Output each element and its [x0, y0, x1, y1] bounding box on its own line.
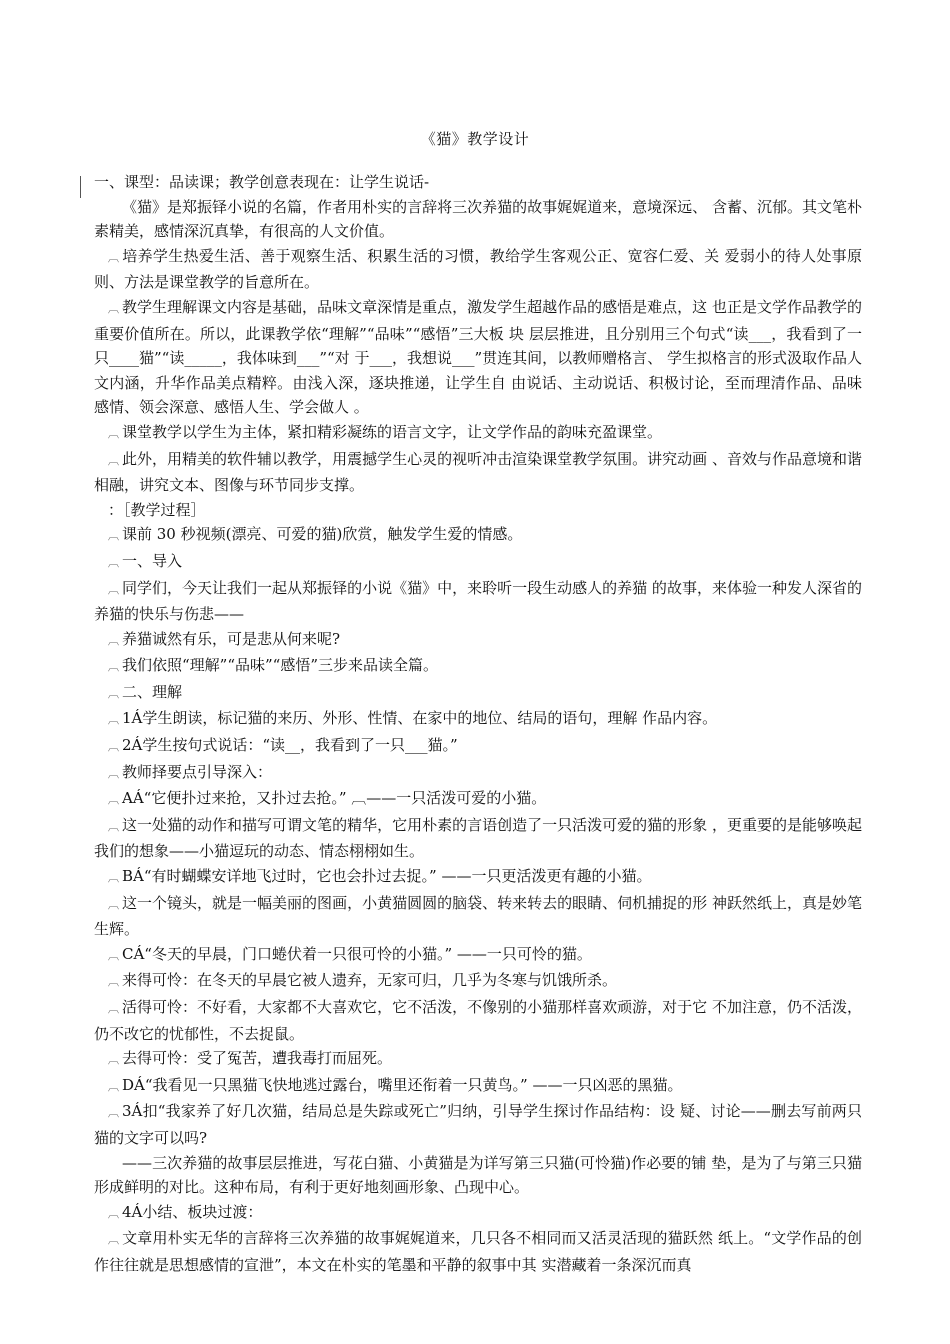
step-3-answer: ——三次养猫的故事层层推进，写花白猫、小黄猫是为详写第三只猫(可怜猫)作必要的铺 垫，是为了与第三只猫形成鲜明的对比。这种布局，有利于更好地刻画形象、凸现中心。 — [94, 1153, 862, 1197]
paragraph-marker: ︹ — [108, 426, 119, 440]
paragraph-marker: ︹ — [108, 948, 119, 962]
paragraph-marker: ︹ — [108, 555, 119, 569]
point-b: ︹ BÁ“有时蝴蝶安详地飞过时，它也会扑过去捉。” ——一只更活泼更有趣的小猫。 — [94, 864, 862, 891]
paragraph-guide: ︹ 教师择要点引导深入： — [94, 760, 862, 787]
paragraph-course-type: 一、课型：品读课；教学创意表现在：让学生说话- — [94, 173, 430, 191]
paragraph-marker: ︹ — [108, 1053, 119, 1067]
paragraph-marker: ︹ — [108, 453, 119, 467]
paragraph-marker: ︹ — [108, 250, 119, 264]
paragraph-marker: ︹ — [108, 660, 119, 674]
paragraph-software: ︹ 此外，用精美的软件辅以教学，用震撼学生心灵的视听冲击渲染课堂教学氛围。讲究动画 、音效与作品意境和谐相融，讲究文本、图像与环节同步支撑。 — [94, 449, 862, 495]
point-b-comment: ︹ 这一个镜头，就是一幅美丽的图画，小黄猫圆圆的脑袋、转来转去的眼睛、伺机捕捉的形 神跃然纸上，真是妙笔生辉。 — [94, 893, 862, 939]
margin-change-bar — [80, 176, 81, 198]
section-heading-process: ：［教学过程］ — [108, 500, 206, 519]
document-title: 《猫》教学设计 — [420, 130, 530, 148]
paragraph-marker: ︹ — [108, 582, 119, 596]
paragraph-marker: ︹ — [108, 871, 119, 885]
paragraph-marker: ︹ — [108, 633, 119, 647]
step-4-text: ︹ 文章用朴实无华的言辞将三次养猫的故事娓娓道来，几只各不相同而又活灵活现的猫跃然 纸上。“文学作品的创作往往就是思想感情的宣泄”，本文在朴实的笔墨和平静的叙事中其 实潜藏着一条深沉而真 — [94, 1229, 862, 1274]
section-heading-intro: ︹ 一、导入 — [94, 549, 862, 576]
paragraph-marker: ︹ — [108, 529, 119, 543]
section-heading-understand: ︹ 二、理解 — [94, 680, 862, 707]
paragraph-marker: ︹ — [108, 740, 119, 754]
point-d: ︹ DÁ“我看见一只黑猫飞快地逃过露台，嘴里还衔着一只黄鸟。” ——一只凶恶的黑猫。 — [94, 1073, 862, 1100]
paragraph-classroom: ︹ 课堂教学以学生为主体，紧扣精彩凝练的语言文字，让文学作品的韵味充盈课堂。 — [94, 420, 862, 447]
paragraph-marker: ︹ — [108, 897, 119, 911]
point-a-comment: ︹ 这一处猫的动作和描写可谓文笔的精华，它用朴素的言语创造了一只活泼可爱的猫的形象 ，更重要的是能够唤起我们的想象——小猫逗玩的动态、情态栩栩如生。 — [94, 815, 862, 861]
paragraph-marker: ︹ — [108, 819, 119, 833]
step-2: ︹ 2Á学生按句式说话：“读__，我看到了一只___猫。” — [94, 733, 862, 760]
paragraph-marker: ︹ — [108, 1002, 119, 1015]
step-1: ︹ 1Á学生朗读，标记猫的来历、外形、性情、在家中的地位、结局的语句，理解 作品内容。 — [94, 706, 862, 733]
paragraph-marker: ︹ — [108, 1233, 119, 1247]
point-c: ︹ CÁ“冬天的早晨，门口蜷伏着一只很可怜的小猫。” ——一只可怜的猫。 — [94, 942, 862, 969]
point-c-live: ︹ 活得可怜：不好看，大家都不大喜欢它，它不活泼，不像别的小猫那样喜欢顽游，对于它 不加注意，仍不活泼，仍不改它的忧郁性，不去捉鼠。 — [94, 998, 862, 1043]
paragraph-marker: ︹ — [108, 1206, 119, 1220]
paragraph-lead-in: ︹ 同学们，今天让我们一起从郑振铎的小说《猫》中，来聆听一段生动感人的养猫 的故事，来体验一种发人深省的养猫的快乐与伤悲—— — [94, 578, 862, 624]
paragraph-marker: ︹ — [108, 1079, 119, 1093]
paragraph-video: ︹ 课前 30 秒视频(漂亮、可爱的猫)欣赏，触发学生爱的情感。 — [94, 522, 862, 549]
step-3: ︹ 3Á扣“我家养了好几次猫，结局总是失踪或死亡”归纳，引导学生探讨作品结构：设 疑、讨论——删去写前两只猫的文字可以吗? — [94, 1102, 862, 1147]
paragraph-marker: ︹ — [108, 713, 119, 727]
paragraph-marker: ︹ — [108, 793, 119, 807]
paragraph-question: ︹ 养猫诚然有乐，可是悲从何来呢? — [94, 627, 862, 654]
paragraph-marker: ︹ — [108, 766, 119, 780]
point-c-go: ︹ 去得可怜：受了冤苦，遭我毒打而屈死。 — [94, 1046, 862, 1073]
paragraph-three-steps: ︹ 我们依照“理解”“品味”“感悟”三步来品读全篇。 — [94, 653, 862, 680]
point-a: ︹ AÁ“它便扑过来抢，又扑过去抢。” ︹——一只活泼可爱的小猫。 — [94, 786, 862, 813]
paragraph-goal: ︹ 培养学生热爱生活、善于观察生活、积累生活的习惯，教给学生客观公正、宽容仁爱、关 爱弱小的待人处事原则、方法是课堂教学的旨意所在。 — [94, 246, 862, 292]
paragraph-marker: ︹ — [108, 1106, 119, 1120]
paragraph-marker: ︹ — [108, 301, 119, 315]
paragraph-marker: ︹ — [108, 686, 119, 700]
paragraph-method: ︹ 教学生理解课文内容是基础，品味文章深情是重点，激发学生超越作品的感悟是难点，这 也正是文学作品教学的重要价值所在。所以，此课教学依“理解”“品味”“感悟”三大板 块 层层推进，且分别用三个句式“读___，我看到了一只____猫”“读_____，我体味到___”“对 于___，我想说___”贯连其间，以教师赠格言、 学生拟格言的形式汲取作品人文内涵，升华作品美点精粹。由浅入深，逐块推递，让学生自 由说话、主动说话、积极讨论，至而理清作品、品味感情、领会深意、感悟人生、学会做人 。 — [94, 297, 862, 417]
paragraph-marker: ︹ — [108, 975, 119, 989]
step-4: ︹ 4Á小结、板块过渡： — [94, 1200, 862, 1227]
paragraph-intro: 《猫》是郑振铎小说的名篇，作者用朴实的言辞将三次养猫的故事娓娓道来，意境深远、 含蓄、沉郁。其文笔朴素精美，感情深沉真挚，有很高的人文价值。 — [94, 197, 862, 241]
document-body — [94, 170, 862, 1278]
point-c-come: ︹ 来得可怜：在冬天的早晨它被人遗弃，无家可归，几乎为冬寒与饥饿所杀。 — [94, 968, 862, 995]
